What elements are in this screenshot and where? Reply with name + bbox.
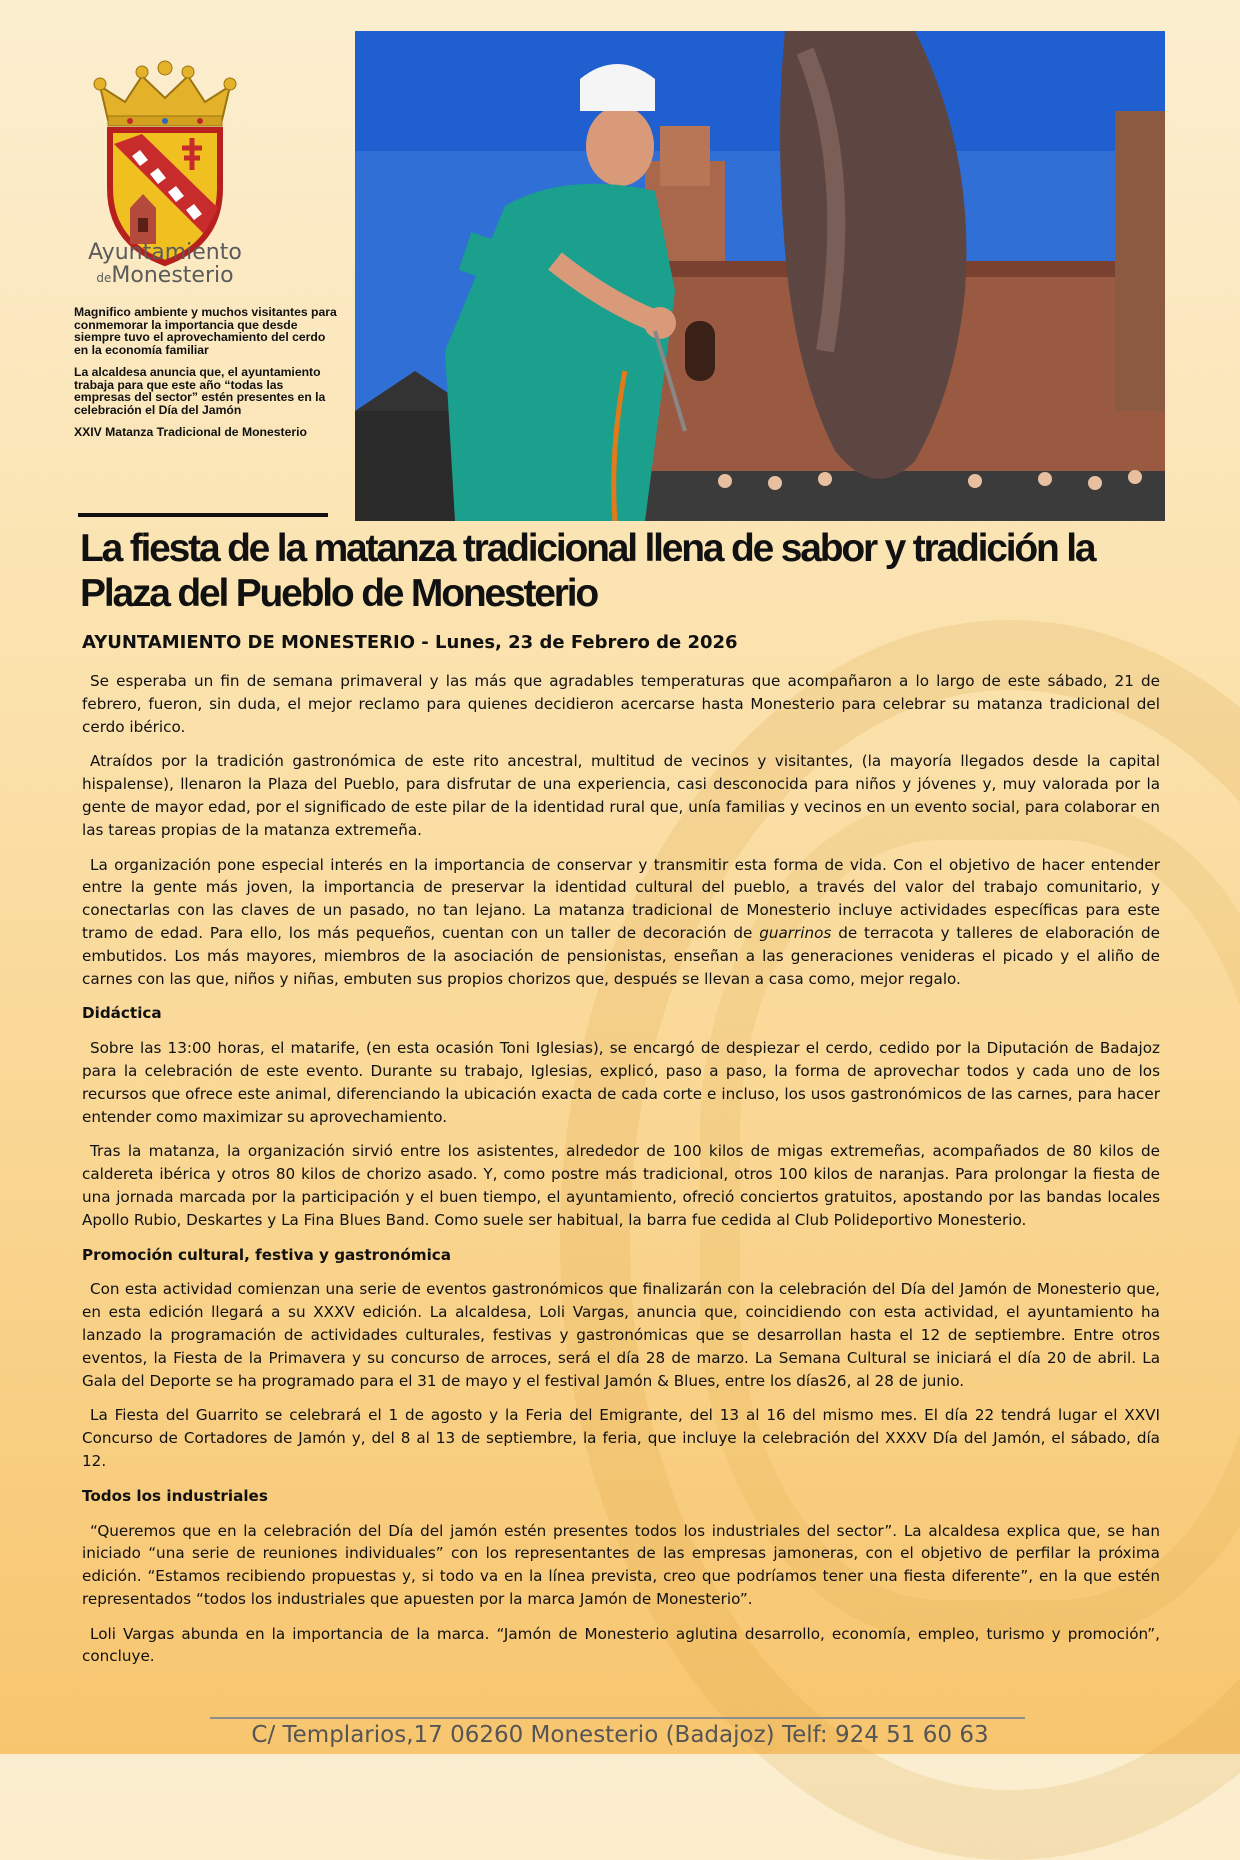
paragraph-3 [82, 854, 1160, 991]
footer-divider [210, 1717, 1025, 1719]
byline: AYUNTAMIENTO DE MONESTERIO - Lunes, 23 de Febrero de 2026 [82, 632, 738, 653]
crest-caption-prefix: de [96, 271, 112, 285]
paragraph-3-part-b: de terracota y talleres de elaboración de embutidos. Los más mayores, miembros de la asociación de pensionistas, enseñan a las generaciones venideras el picado y el aliño de carnes con las que, niños y niñas, embuten sus propios chorizos que, después se llevan a casa como, mejor regalo. [82, 923, 1160, 988]
side-summary [74, 306, 340, 449]
paragraph-2: Atraídos por la tradición gastronómica de este rito ancestral, multitud de vecinos y visitantes, (la mayoría llegados desde la capital hispalense), llenaron la Plaza del Pueblo, para disfrutar de una experiencia, casi desconocida para niños y jóvenes y, muy valorada por la gente de mayor edad, por el significado de este pilar de la identidad rural que, unía familias y vecinos en un evento social, para colaborar en las tareas propias de la matanza extremeña. [82, 752, 1160, 839]
crown-icon [94, 61, 236, 126]
side-note-1: Magnifico ambiente y muchos visitantes para conmemorar la importancia que desde siempre tuvo el aprovechamiento del cerdo en la economía familiar [74, 305, 337, 357]
footer-address: C/ Templarios,17 06260 Monesterio (Badajoz) Telf: 924 51 60 63 [251, 1722, 989, 1748]
crest-caption-line2 [80, 263, 250, 288]
crest-caption-town: Monesterio [111, 263, 234, 288]
side-note-2: La alcaldesa anuncia que, el ayuntamiento trabaja para que este año “todas las empresas del sector” estén presentes en la celebración el Día del Jamón [74, 365, 326, 417]
section-heading-promocion: Promoción cultural, festiva y gastronómica [82, 1245, 452, 1264]
crest-caption [80, 240, 250, 288]
paragraph-9: Loli Vargas abunda en la importancia de la marca. “Jamón de Monesterio aglutina desarrollo, economía, empleo, turismo y promoción”, concluye. [82, 1624, 1160, 1666]
headline-rule [78, 513, 328, 517]
side-note-3: XXIV Matanza Tradicional de Monesterio [74, 425, 307, 439]
article-body [82, 670, 1160, 1680]
paragraph-3-part-a: La organización pone especial interés en la importancia de conservar y transmitir esta forma de vida. Con el objetivo de hacer entender entre la gente más joven, la importancia de preservar la identidad cultural del pueblo, a través del valor del trabajo comunitario, y conectarlas con las claves de un pasado, no tan lejano. La matanza tradicional de Monesterio incluye actividades específicas para este tramo de edad. Para ello, los más pequeños, cuentan con un taller de decoración de [82, 855, 1160, 942]
section-heading-didactica: Didáctica [82, 1004, 162, 1023]
matanza-photo [355, 31, 1165, 521]
paragraph-6: Con esta actividad comienzan una serie de eventos gastronómicos que finalizarán con la celebración del Día del Jamón de Monesterio que, en esta edición llegará a su XXXV edición. La alcaldesa, Loli Vargas, anuncia que, coincidiendo con esta actividad, el ayuntamiento ha lanzado la programación de actividades culturales, festivas y gastronómicas que se desarrollan hasta el 12 de septiembre. Entre otros eventos, la Fiesta de la Primavera y su concurso de arroces, será el día 28 de marzo. La Semana Cultural se iniciará el día 20 de abril. La Gala del Deporte se ha programado para el 31 de mayo y el festival Jamón & Blues, entre los días26, al 28 de junio. [82, 1280, 1160, 1390]
paragraph-5: Tras la matanza, la organización sirvió entre los asistentes, alrededor de 100 kilos de migas extremeñas, acompañados de 80 kilos de caldereta ibérica y otros 80 kilos de chorizo asado. Y, como postre más tradicional, otros 100 kilos de naranjas. Para prolongar la fiesta de una jornada marcada por la participación y el buen tiempo, el ayuntamiento, ofreció conciertos gratuitos, apostando por las bandas locales Apollo Rubio, Deskartes y La Fina Blues Band. Como suele ser habitual, la barra fue cedida al Club Polideportivo Monesterio. [82, 1142, 1160, 1229]
paragraph-4: Sobre las 13:00 horas, el matarife, (en esta ocasión Toni Iglesias), se encargó de despiezar el cerdo, cedido por la Diputación de Badajoz para la celebración de este evento. Durante su trabajo, Iglesias, explicó, paso a paso, la forma de aprovechar todos y cada uno de los recursos que ofrece este animal, diferenciando la ubicación exacta de cada corte e incluso, los usos gastronómicos de las carnes, para hacer entender como maximizar su aprovechamiento. [82, 1039, 1160, 1126]
paragraph-8: “Queremos que en la celebración del Día del jamón estén presentes todos los industriales del sector”. La alcaldesa explica que, se han iniciado “una serie de reuniones individuales” con los representantes de las empresas jamoneras, con el objetivo de perfilar la próxima edición. “Estamos recibiendo propuestas y, si todo va en la línea prevista, creo que podríamos tener una fiesta diferente”, en la que estén representados “todos los industriales que apuesten por la marca Jamón de Monesterio”. [82, 1521, 1160, 1608]
paragraph-3-italic: guarrinos [759, 923, 832, 942]
paragraph-7: La Fiesta del Guarrito se celebrará el 1 de agosto y la Feria del Emigrante, del 13 al 16 del mismo mes. El día 22 tendrá lugar el XXVI Concurso de Cortadores de Jamón y, del 8 al 13 de septiembre, la feria, que incluye la celebración del XXXV Día del Jamón, el sábado, día 12. [82, 1406, 1160, 1470]
paragraph-1: Se esperaba un fin de semana primaveral y las más que agradables temperaturas que acompañaron a lo largo de este sábado, 21 de febrero, fueron, sin duda, el mejor reclamo para quienes decidieron acercarse hasta Monesterio para celebrar su matanza tradicional del cerdo ibérico. [82, 672, 1160, 736]
section-heading-industriales: Todos los industriales [82, 1486, 268, 1505]
headline: La fiesta de la matanza tradicional llena de sabor y tradición la Plaza del Pueblo de Monesterio [80, 527, 1095, 615]
crest-caption-line1: Ayuntamiento [88, 240, 242, 265]
